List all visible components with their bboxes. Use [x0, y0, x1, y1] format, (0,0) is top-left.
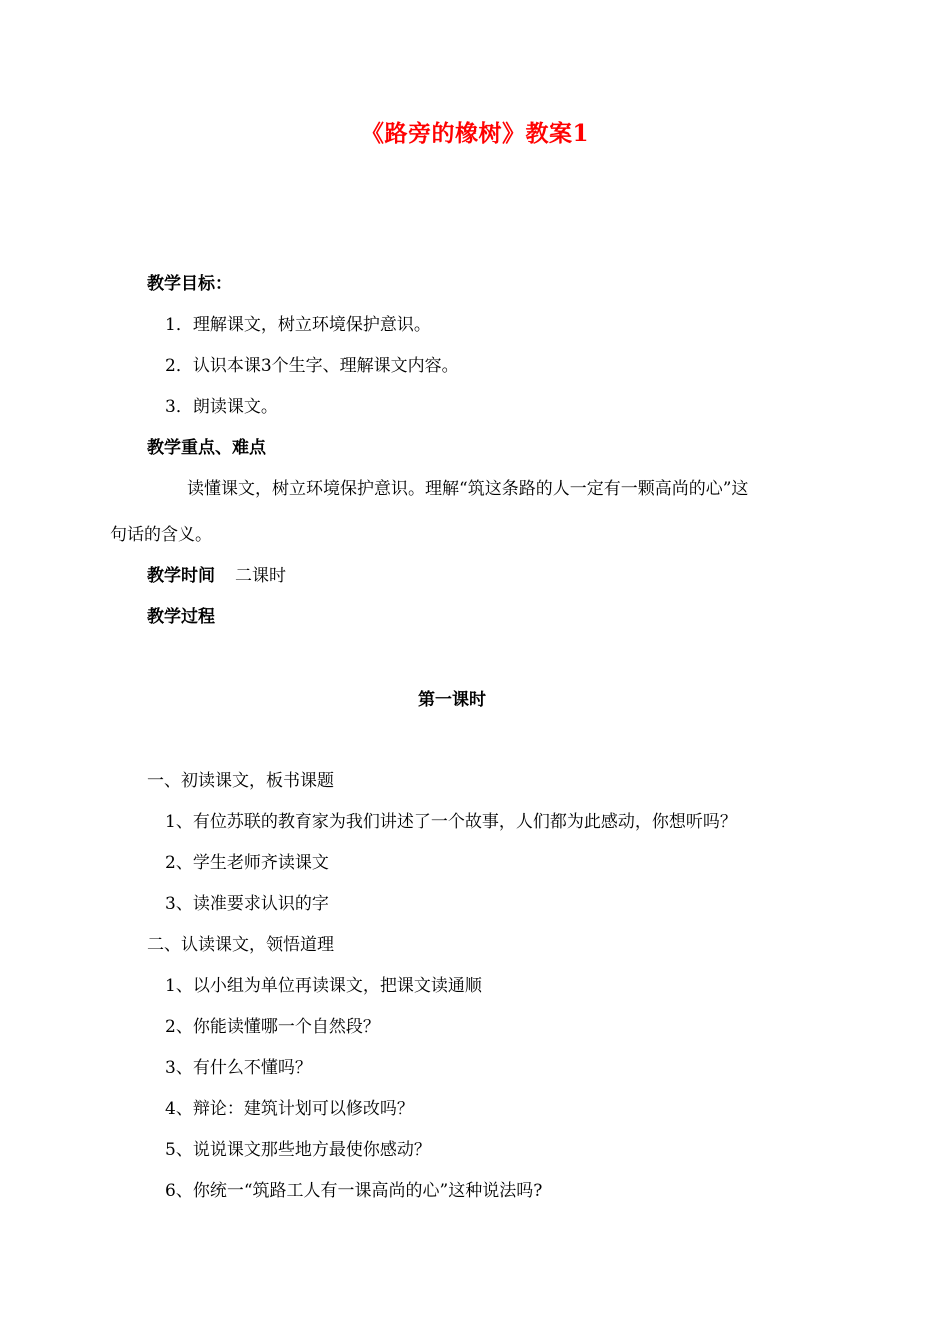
- section2-heading: 二、认读课文，领悟道理: [147, 935, 334, 955]
- section1-heading: 一、初读课文，板书课题: [147, 771, 334, 791]
- document-title: 《路旁的橡树》教案1: [360, 120, 589, 147]
- objective-item-2: 2．认识本课3个生字、理解课文内容。: [165, 356, 459, 376]
- lesson1-heading: 第一课时: [418, 690, 486, 710]
- section2-item-4: 4、辩论：建筑计划可以修改吗？: [165, 1099, 414, 1119]
- objectives-heading: 教学目标：: [147, 274, 232, 294]
- section2-item-1: 1、以小组为单位再读课文，把课文读通顺: [165, 976, 482, 996]
- section2-item-2: 2、你能读懂哪一个自然段？: [165, 1017, 380, 1037]
- section2-item-6: 6、你统一“筑路工人有一课高尚的心”这种说法吗?: [165, 1181, 543, 1201]
- process-heading: 教学过程: [147, 607, 215, 627]
- section2-item-5: 5、说说课文那些地方最使你感动？: [165, 1140, 431, 1160]
- teaching-time: [147, 565, 286, 587]
- section1-item-1: 1、有位苏联的教育家为我们讲述了一个故事，人们都为此感动，你想听吗？: [165, 812, 737, 832]
- key-points-heading: 教学重点、难点: [147, 438, 266, 458]
- key-points-text-line2: 句话的含义。: [110, 525, 212, 545]
- objective-item-1: 1．理解课文，树立环境保护意识。: [165, 315, 431, 335]
- section1-item-3: 3、读准要求认识的字: [165, 894, 329, 914]
- teaching-time-value: 二课时: [235, 566, 286, 586]
- key-points-text-line1: 读懂课文，树立环境保护意识。理解“筑这条路的人一定有一颗高尚的心”这: [187, 479, 749, 499]
- section1-item-2: 2、学生老师齐读课文: [165, 853, 329, 873]
- objective-item-3: 3．朗读课文。: [165, 397, 278, 417]
- section2-item-3: 3、有什么不懂吗？: [165, 1058, 312, 1078]
- teaching-time-heading: 教学时间: [147, 566, 215, 586]
